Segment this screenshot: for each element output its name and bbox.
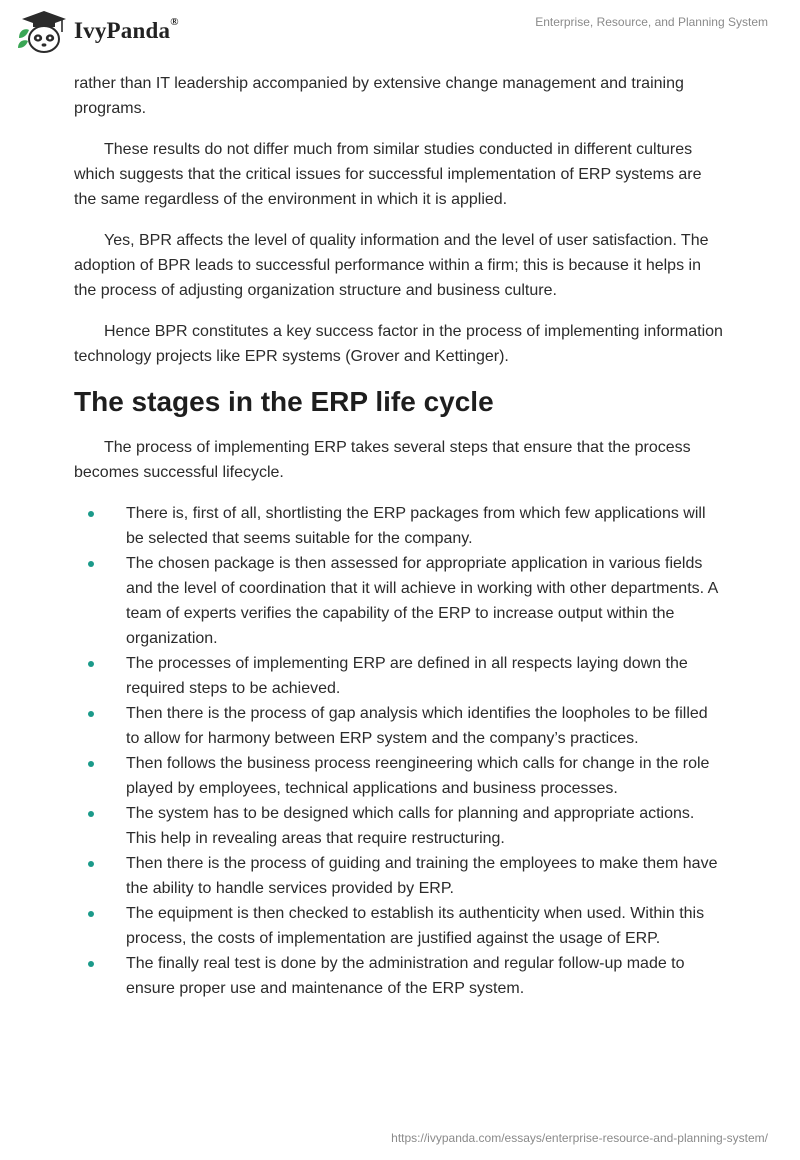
list-item: The chosen package is then assessed for appropriate application in various fields and the level of coordination that it will achieve in working with other departments. A team of experts verifies the capability of the ERP to increase output within the organization. [74, 551, 724, 651]
list-item: Then there is the process of gap analysis which identifies the loopholes to be filled to allow for harmony between ERP system and the company’s practices. [74, 701, 724, 751]
essay-content [74, 71, 724, 1001]
bullet-icon [88, 861, 94, 867]
bullet-icon [88, 761, 94, 767]
brand-name: IvyPanda® [74, 16, 179, 43]
paragraph-continued: rather than IT leadership accompanied by extensive change management and training programs. [74, 75, 684, 117]
list-item: The finally real test is done by the administration and regular follow-up made to ensure proper use and maintenance of the ERP system. [74, 951, 724, 1001]
list-item: The equipment is then checked to establish its authenticity when used. Within this process, the costs of implementation are justified against the usage of ERP. [74, 901, 724, 951]
panda-graduate-icon [16, 8, 72, 54]
source-url-link[interactable]: https://ivypanda.com/essays/enterprise-resource-and-planning-system/ [391, 1131, 768, 1145]
paragraph: These results do not differ much from similar studies conducted in different cultures which suggests that the critical issues for successful implementation of ERP systems are the same regardless of the environment in which it is applied. [74, 141, 702, 208]
bullet-icon [88, 911, 94, 917]
bullet-icon [88, 561, 94, 567]
bullet-icon [88, 511, 94, 517]
section-heading: The stages in the ERP life cycle [74, 386, 494, 417]
paragraph: Yes, BPR affects the level of quality information and the level of user satisfaction. The adoption of BPR leads to successful performance within a firm; this is because it helps in the process of adjusting organization structure and business culture. [74, 232, 709, 299]
list-item: Then there is the process of guiding and training the employees to make them have the ability to handle services provided by ERP. [74, 851, 724, 901]
bullet-icon [88, 811, 94, 817]
list-item: Then follows the business process reengineering which calls for change in the role played by employees, technical applications and business processes. [74, 751, 724, 801]
paragraph: Hence BPR constitutes a key success factor in the process of implementing information technology projects like EPR systems (Grover and Kettinger). [74, 323, 723, 365]
bullet-icon [88, 661, 94, 667]
section-intro: The process of implementing ERP takes several steps that ensure that the process becomes successful lifecycle. [74, 439, 691, 481]
bullet-icon [88, 961, 94, 967]
ivypanda-logo[interactable] [16, 8, 179, 54]
erp-stages-list [74, 501, 724, 1001]
list-item: The processes of implementing ERP are defined in all respects laying down the required steps to be achieved. [74, 651, 724, 701]
document-title: Enterprise, Resource, and Planning System [535, 15, 768, 29]
list-item: The system has to be designed which calls for planning and appropriate actions. This help in revealing areas that require restructuring. [74, 801, 724, 851]
list-item: There is, first of all, shortlisting the ERP packages from which few applications will be selected that seems suitable for the company. [74, 501, 724, 551]
bullet-icon [88, 711, 94, 717]
page-header [0, 0, 800, 62]
